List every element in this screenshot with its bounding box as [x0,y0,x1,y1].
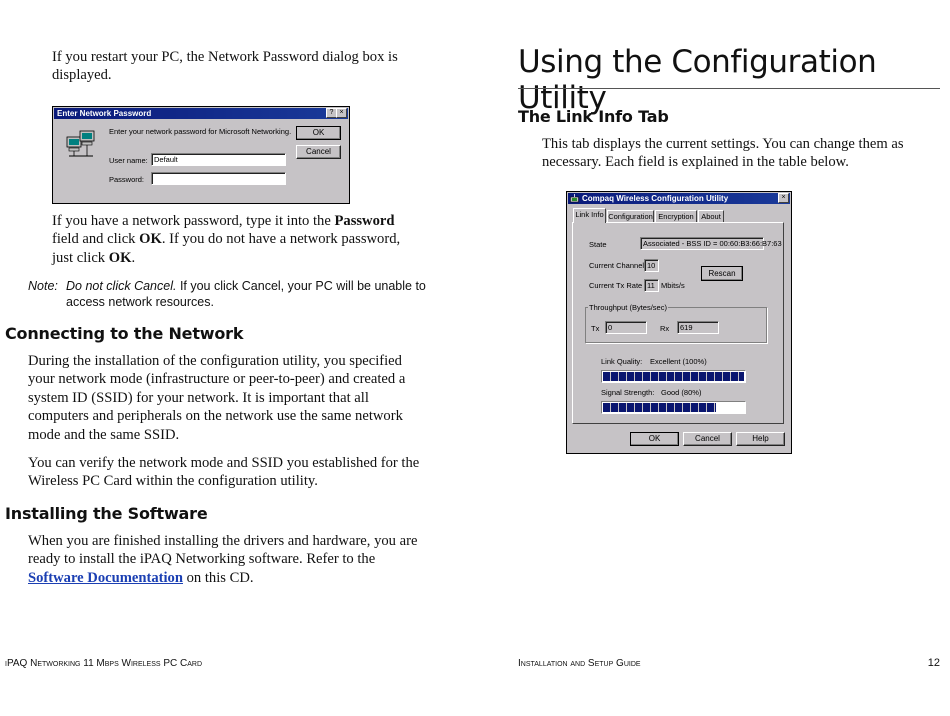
cancel-button[interactable]: Cancel [683,432,732,446]
page-title: Using the Configuration Utility [518,44,877,116]
rx-label: Rx [660,324,670,333]
intro-paragraph: If you restart your PC, the Network Password dialog box is displayed. [52,49,398,84]
verify-paragraph: You can verify the network mode and SSID you established for the Wireless PC Card within the configuration utility. [28,455,420,490]
username-label: User name: [109,156,148,165]
link-info-panel [572,222,784,424]
ok-button[interactable]: OK [630,432,679,446]
state-label: State [589,240,607,249]
dialog-titlebar [568,193,790,204]
heading-installing: Installing the Software [5,504,208,523]
note-italic: Do not click Cancel. [66,279,177,293]
signal-strength-label: Signal Strength: [601,388,655,397]
right-footer: Installation and Setup Guide [518,658,641,669]
text-run: . [131,249,136,266]
bold-ok: OK [108,249,132,266]
dialog-title: Enter Network Password [57,109,152,118]
connecting-paragraph: During the installation of the configuration utility, you specified your network mode (infrastructure or peer-to-peer) and created a system ID (SSID) for your network. It is important that all computers and peripherals on the network use the same network mode and the same SSID. [28,353,406,443]
help-button[interactable]: Help [736,432,785,446]
password-instructions [52,212,424,267]
tab-encryption[interactable]: Encryption [655,210,697,222]
note-block [28,278,428,310]
title-rule [518,88,940,89]
channel-label: Current Channel [589,261,645,270]
link-quality-value: Excellent (100%) [650,357,707,366]
signal-strength-fill [603,403,716,412]
bold-password: Password [334,213,395,229]
installing-paragraph [28,532,426,587]
rx-field: 619 [677,321,719,334]
throughput-label: Throughput (Bytes/sec) [589,303,667,312]
heading-connecting: Connecting to the Network [5,324,244,343]
dialog-title: Compaq Wireless Configuration Utility [582,194,729,203]
tx-rate-field: 11 [644,279,659,292]
text-run: field and click [52,231,140,248]
tx-rate-label: Current Tx Rate [589,281,643,290]
config-utility-dialog [566,191,792,454]
tx-label: Tx [591,324,600,333]
text-run: When you are finished installing the drivers and hardware, you are ready to install the iPAQ Networking software. Refer to the [28,533,418,568]
app-icon [570,194,579,203]
password-input[interactable] [151,172,286,185]
tx-rate-unit: Mbits/s [661,281,685,290]
cancel-button[interactable]: Cancel [296,145,341,159]
link-quality-fill [603,372,744,381]
link-info-paragraph: This tab displays the current settings. You can change them as necessary. Each field is explained in the table below. [542,136,904,171]
software-documentation-link[interactable]: Software Documentation [28,569,183,586]
rescan-button[interactable]: Rescan [701,266,743,281]
network-password-dialog [52,106,350,204]
dialog-titlebar [54,108,348,119]
link-quality-label: Link Quality: [601,357,643,366]
password-label: Password: [109,175,145,184]
username-input[interactable]: Default [151,153,286,166]
left-footer: iPAQ Networking 11 Mbps Wireless PC Card [5,658,202,669]
tab-configuration[interactable]: Configuration [608,212,653,221]
tx-field: 0 [605,321,647,334]
text-run: . If you do not have a network password, just click [52,231,401,266]
heading-link-info: The Link Info Tab [518,107,669,126]
note-rest: If you click Cancel, your PC will be unable to access network resources. [66,279,426,309]
signal-strength-bar [601,401,746,414]
network-computers-icon [65,129,97,159]
bold-ok: OK [139,231,162,248]
text-run: If you have a network password, type it into the [52,213,335,229]
text-run: on this CD. [182,569,254,586]
tab-link-info[interactable]: Link Info [573,208,606,223]
dialog-message: Enter your network password for Microsoft Networking. [109,127,292,136]
state-field: Associated - BSS ID = 00:60:B3:66:B7:63 [640,237,764,250]
page-number: 12 [927,657,940,669]
help-icon[interactable]: ? [326,108,337,118]
channel-field: 10 [644,259,659,272]
link-quality-bar [601,370,746,383]
close-icon[interactable]: × [778,193,789,203]
note-text [66,278,426,310]
ok-button[interactable]: OK [296,126,341,140]
note-label: Note: [28,279,58,293]
close-icon[interactable]: × [336,108,347,118]
tab-about[interactable]: About [698,210,724,222]
signal-strength-value: Good (80%) [661,388,702,397]
